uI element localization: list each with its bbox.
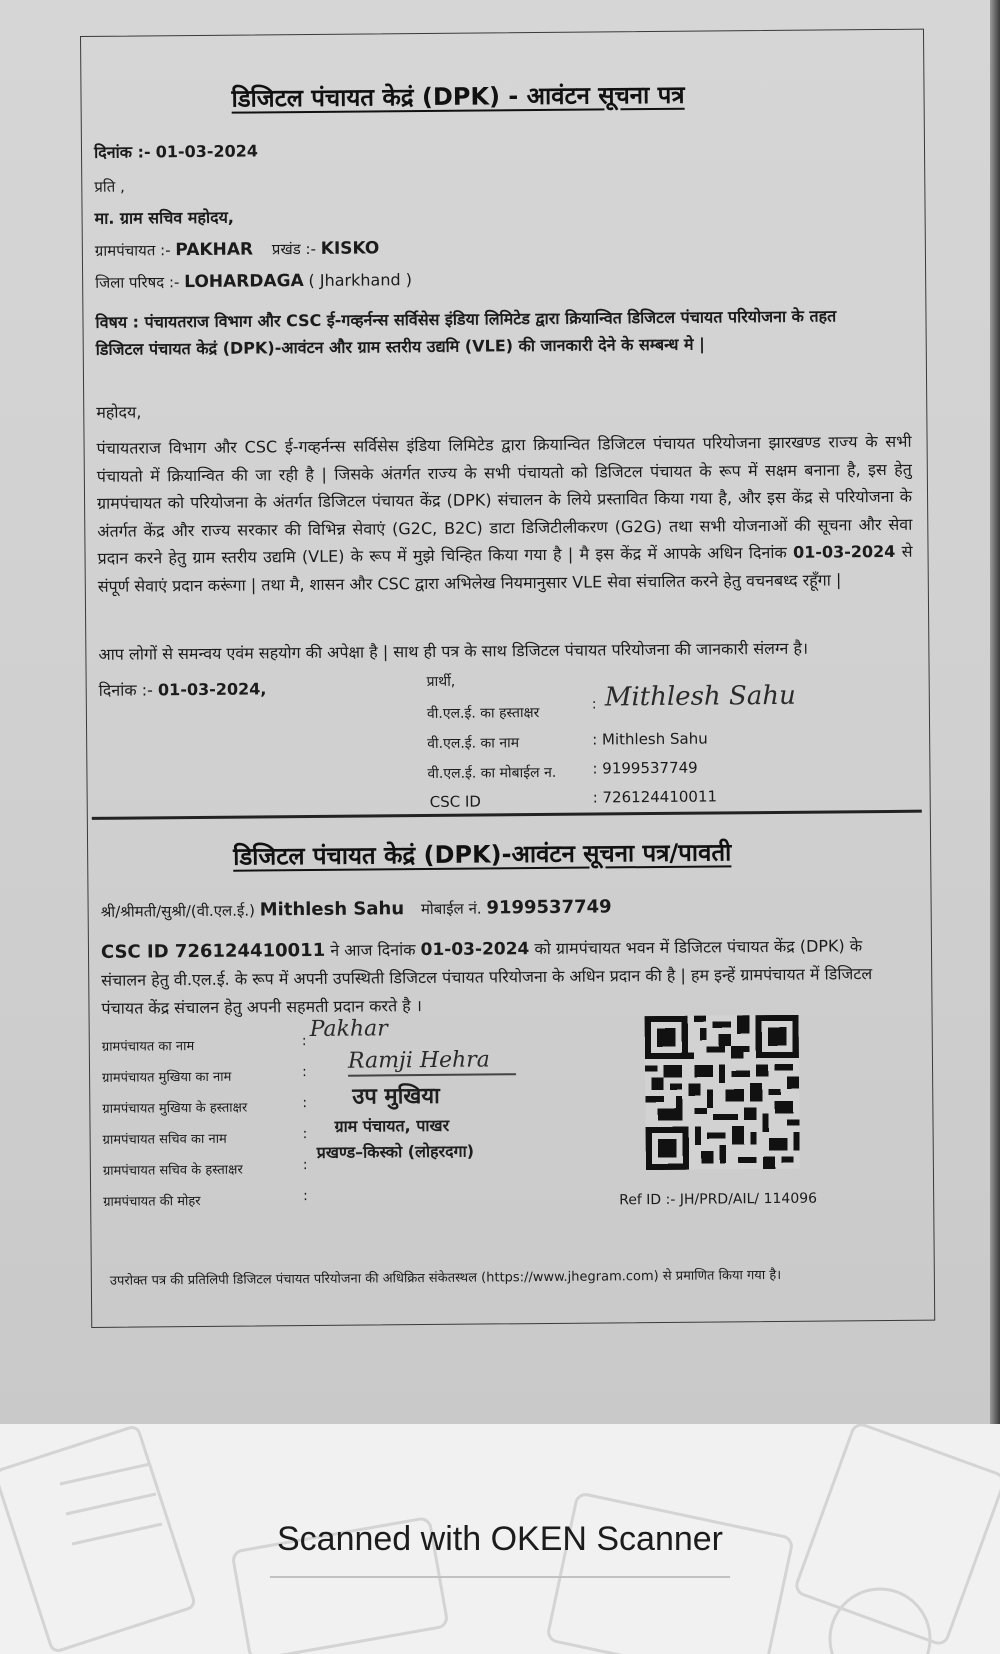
qr-code — [645, 1015, 800, 1170]
receipt-mobile: 9199537749 — [486, 896, 612, 919]
receipt-mobile-label: मोबाईल नं. — [420, 899, 482, 919]
footer-note: उपरोक्त पत्र की प्रतिलिपी डिजिटल पंचायत परियोजना की अधिक्रित संकेतस्थल (https://www.jhegram.com) से प्रमाणित किया गया है। — [109, 1267, 782, 1289]
receipt-name-line — [101, 896, 612, 921]
state: ( Jharkhand ) — [308, 270, 412, 291]
salutation: महोदय, — [96, 402, 142, 422]
section-divider — [92, 810, 922, 820]
stamp-line2: ग्राम पंचायत, पाखर — [334, 1115, 450, 1136]
csc-id: : 726124410011 — [592, 787, 718, 807]
receipt-text1: ने आज दिनांक — [330, 940, 416, 960]
prarthi: प्रार्थी, — [426, 673, 456, 690]
body-date: 01-03-2024 — [792, 541, 896, 562]
stamp-line3: प्रखण्ड–किस्को (लोहरदगा) — [316, 1141, 475, 1162]
vle-name: : Mithlesh Sahu — [592, 729, 708, 749]
field-label-panchayat: ग्रामपंचायत का नाम — [101, 1039, 195, 1055]
addressee: मा. ग्राम सचिव महोदय, — [94, 207, 234, 228]
date-label: दिनांक :- — [93, 142, 151, 162]
scanner-footer — [0, 1424, 1000, 1654]
sign-date-label: दिनांक :- — [98, 680, 153, 700]
body-paragraph — [96, 428, 912, 600]
vle-signature: Mithlesh Sahu — [604, 680, 796, 713]
vle-mobile: : 9199537749 — [592, 758, 698, 778]
ref-id: Ref ID :- JH/PRD/AIL/ 114096 — [619, 1190, 818, 1209]
zila-value: LOHARDAGA — [184, 271, 304, 293]
prati: प्रति , — [94, 177, 125, 196]
field-colon: : — [303, 1188, 308, 1205]
field-label-mukhiya-sign: ग्रामपंचायत मुखिया के हस्ताक्षर — [102, 1100, 248, 1117]
date-line — [94, 139, 258, 162]
subject: विषय : पंचायतराज विभाग और CSC ई-गव्हर्नन्स सर्विसेस इंडिया लिमिटेड द्वारा क्रियान्वित डिजिटल पंचायत परियोजना के तहत डिजिटल पंचायत केद्रं (DPK)-आवंटन और ग्राम स्तरीय उद्यमि (VLE) की जानकारी देने के सम्बन्ध मे | — [95, 306, 837, 359]
prakhand-label: प्रखंड :- — [271, 239, 317, 259]
gram-panchayat-label: ग्रामपंचायत :- — [94, 241, 171, 260]
body-part2: से संपूर्ण सेवाएं प्रदान करूंगा | तथा मै, शासन और CSC द्वारा अभिलेख नियमानुसार VLE सेवा संचालित करने हेतु वचनबध्द रहूँगा | — [97, 541, 913, 596]
vle-name-label: वी.एल.ई. का नाम — [427, 735, 520, 752]
page-edge-shadow — [990, 0, 1000, 1424]
receipt-text2: को ग्रामपंचायत भवन में डिजिटल पंचायत केंद्र (DPK) के संचालन हेतु वी.एल.ई. के रूप में अपनी उपस्थिती डिजिटल पंचायत परियोजना के अधिन प्रदान की है | हम इन्हें ग्रामपंचायत में डिजिटल पंचायत केंद्र संचालन हेतु अपनी सहमती प्रदान करते है । — [101, 936, 873, 1018]
field-colon: : — [302, 1126, 308, 1143]
field-label-sachiv-sign: ग्रामपंचायत सचिव के हस्ताक्षर — [102, 1162, 243, 1179]
receipt-name: Mithlesh Sahu — [259, 898, 405, 921]
gram-panchayat-line — [95, 238, 380, 260]
sign-date-value: 01-03-2024, — [157, 679, 267, 700]
page-title: डिजिटल पंचायत केद्रं (DPK) - आवंटन सूचना पत्र — [231, 80, 685, 113]
field-label-mohar: ग्रामपंचायत की मोहर — [103, 1193, 201, 1210]
scanner-footer-text: Scanned with OKEN Scanner — [276, 1520, 724, 1558]
vle-sign-label: वी.एल.ई. का हस्ताक्षर — [426, 705, 540, 722]
body-line2: आप लोगों से समन्वय एवंम सहयोग की अपेक्षा है | साथ ही पत्र के साथ डिजिटल पंचायत परियोजना की जानकारी संलग्न है। — [98, 638, 809, 664]
signature-underline — [348, 1073, 516, 1076]
csc-id-label: CSC ID — [429, 792, 481, 811]
field-label-mukhiya-name: ग्रामपंचायत मुखिया का नाम — [102, 1069, 232, 1086]
zila-line — [95, 270, 412, 293]
field-colon: : — [301, 1064, 307, 1081]
vle-mobile-label: वी.एल.ई. का मोबाईल न. — [427, 764, 557, 782]
document-frame — [80, 29, 935, 1328]
handwritten-panchayat: Pakhar — [309, 1016, 388, 1043]
date-value: 01-03-2024 — [155, 141, 259, 162]
field-colon: : — [302, 1095, 308, 1112]
vle-sign-colon: : — [591, 696, 597, 713]
stamp-line1: उप मुखिया — [352, 1083, 440, 1110]
prakhand-value: KISKO — [320, 238, 380, 259]
receipt-paragraph — [101, 932, 912, 1023]
gram-panchayat-value: PAKHAR — [175, 239, 254, 261]
sign-date-line — [99, 677, 267, 700]
receipt-csc: CSC ID 726124410011 — [100, 939, 326, 963]
zila-label: जिला परिषद :- — [95, 273, 180, 292]
field-label-sachiv-name: ग्रामपंचायत सचिव का नाम — [102, 1131, 227, 1148]
field-colon: : — [302, 1157, 308, 1174]
field-colon: : — [301, 1033, 307, 1050]
handwritten-mukhiya: Ramji Hehra — [347, 1047, 490, 1074]
receipt-date: 01-03-2024 — [420, 939, 530, 961]
receipt-title: डिजिटल पंचायत केद्रं (DPK)-आवंटन सूचना पत्र/पावती — [233, 838, 732, 871]
receipt-prefix: श्री/श्रीमती/सुश्री/(वी.एल.ई.) — [100, 901, 256, 921]
body-part1: पंचायतराज विभाग और CSC ई-गव्हर्नन्स सर्विसेस इंडिया लिमिटेड द्वारा क्रियान्वित डिजिटल पंचायत परियोजना झारखण्ड राज्य के सभी पंचायतो में क्रियान्वित की जा रही है | जिसके अंतर्गत राज्य के सभी पंचायतो को डिजिटल पंचायत के रूप में सक्षम बनाना है, इस हेतु ग्रामपंचायत को परियोजना के अंतर्गत डिजिटल पंचायत केंद्र (DPK) संचालन के लिये प्रस्तावित किया गया है, और इस केंद्र से परियोजना के अंतर्गत केंद्र और राज्य सरकार की विभिन्न सेवाएं (G2C, B2C) डाटा डिजिटीलीकरण (G2G) तथा सभी योजनाओं की सूचना और सेवा प्रदान करने हेतु ग्राम स्तरीय उद्यमि (VLE) के रूप में मुझे चिन्हित किया गया है | मै इस केंद्र में आपके अधिन दिनांक — [96, 431, 913, 568]
footer-underline — [270, 1576, 730, 1578]
